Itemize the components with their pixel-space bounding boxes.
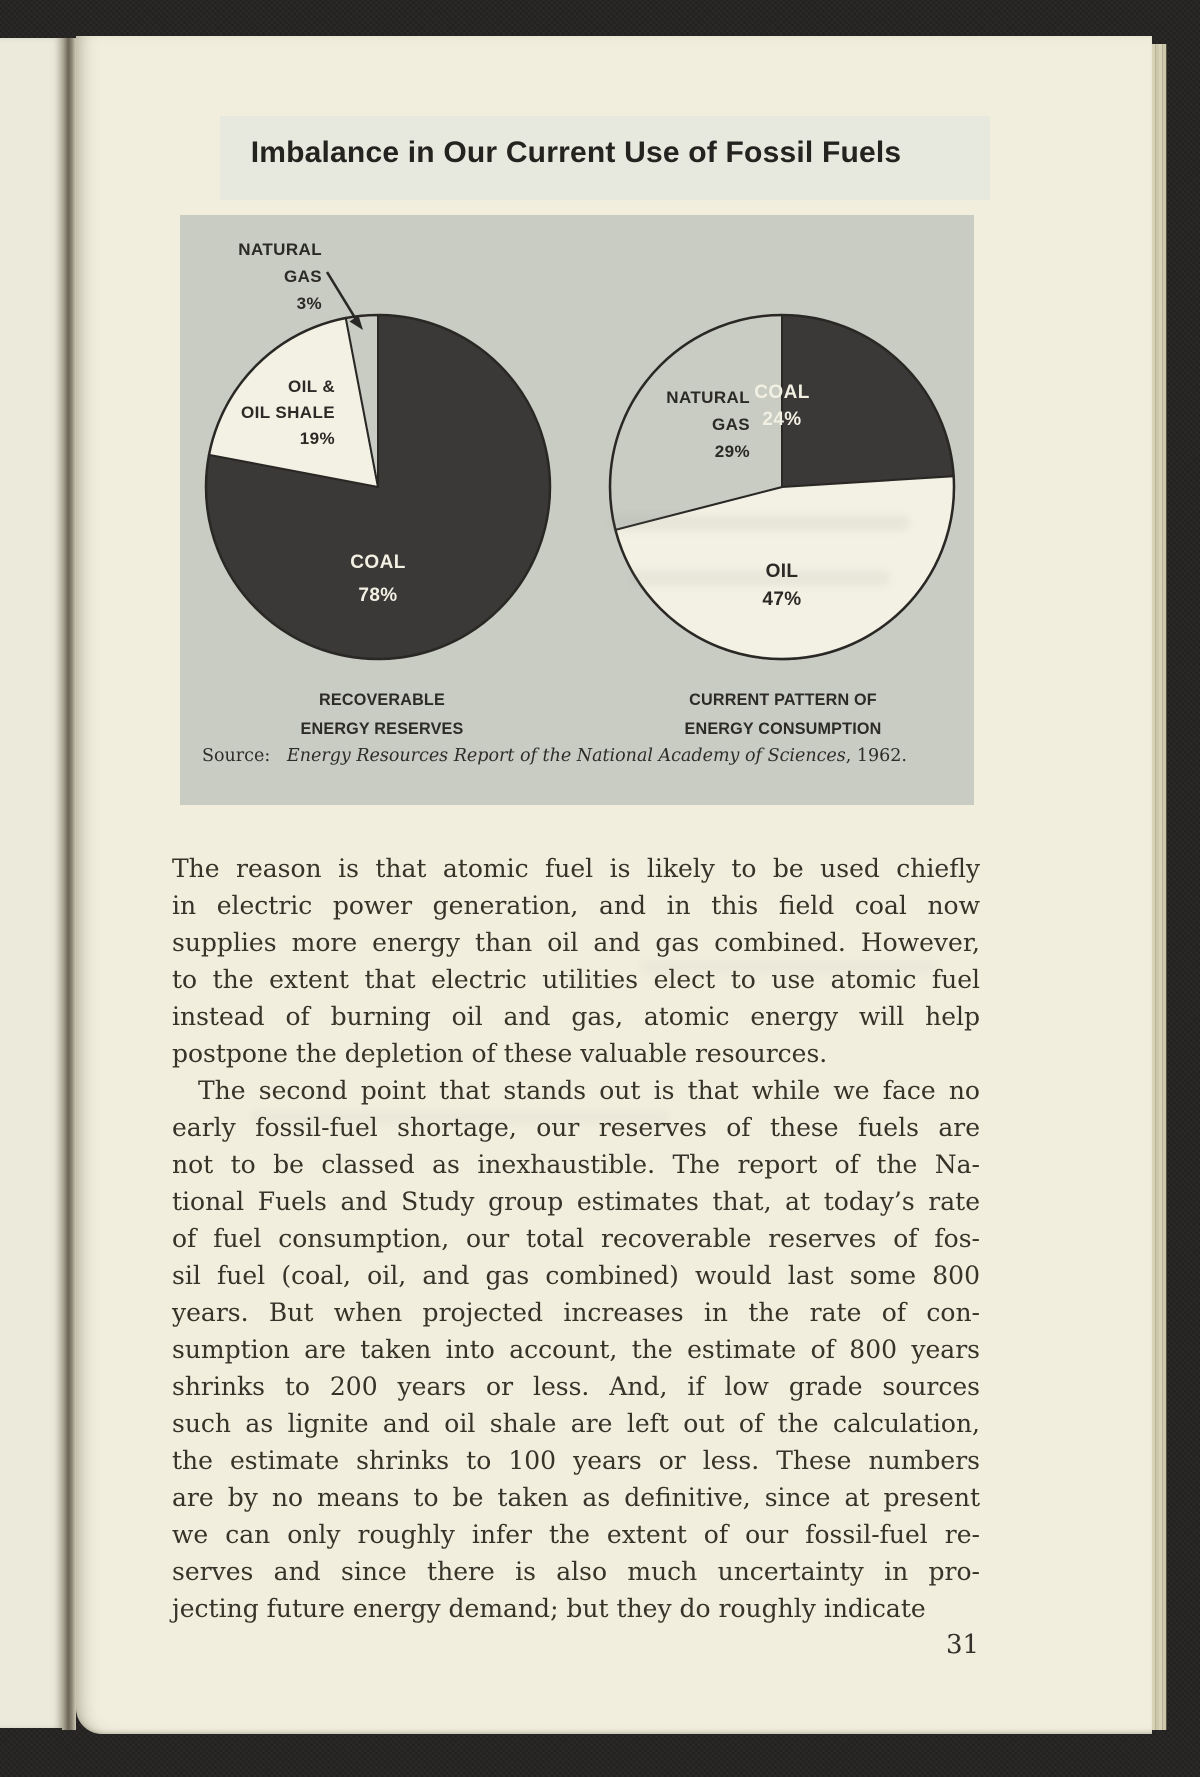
body-line: tional Fuels and Study group estimates that, at today’s rate <box>172 1187 980 1216</box>
source-year: , 1962. <box>845 746 907 766</box>
left-pie-oil-shale-label: OIL & OIL SHALE 19% <box>241 377 335 448</box>
book-gutter <box>62 38 76 1730</box>
page-stack-edge <box>1152 44 1167 1730</box>
body-line: instead of burning oil and gas, atomic energy will help <box>172 1002 980 1031</box>
left-pie-caption: RECOVERABLE ENERGY RESERVES <box>300 690 464 738</box>
figure-panel <box>180 215 974 805</box>
body-line: the estimate shrinks to 100 years or less. These numbers <box>172 1446 980 1475</box>
body-line: early fossil-fuel shortage, our reserves of these fuels are <box>172 1113 980 1142</box>
body-line: are by no means to be taken as definitive, since at present <box>172 1483 980 1512</box>
right-pie-oil-label: OIL 47% <box>762 561 802 610</box>
body-line: sumption are taken into account, the estimate of 800 years <box>172 1335 980 1364</box>
body-line: sil fuel (coal, oil, and gas combined) would last some 800 <box>172 1261 980 1290</box>
body-line: such as lignite and oil shale are left out of the calculation, <box>172 1409 980 1438</box>
body-line: The reason is that atomic fuel is likely to be used chiefly <box>172 854 980 883</box>
body-line: not to be classed as inexhaustible. The report of the Na- <box>172 1150 980 1179</box>
right-pie-caption: CURRENT PATTERN OF ENERGY CONSUMPTION <box>684 690 882 738</box>
figure-title: Imbalance in Our Current Use of Fossil Fuels <box>250 136 902 169</box>
right-pie-coal-label: COAL 24% <box>754 382 810 430</box>
body-line: in electric power generation, and in this field coal now <box>172 891 980 920</box>
body-text <box>172 850 980 1627</box>
page-number: 31 <box>946 1630 980 1660</box>
source-citation: Energy Resources Report of the National Academy of Sciences <box>286 746 846 766</box>
body-line: supplies more energy than oil and gas combined. However, <box>172 928 980 957</box>
left-pie-coal-label: COAL 78% <box>350 552 406 606</box>
figure-source <box>202 746 962 766</box>
body-line: years. But when projected increases in the rate of con- <box>172 1298 980 1327</box>
body-line: serves and since there is also much uncertainty in pro- <box>172 1557 980 1586</box>
source-prefix: Source: <box>202 746 271 766</box>
show-through-smudge <box>610 515 910 531</box>
body-line: jecting future energy demand; but they do roughly indicate <box>172 1594 926 1623</box>
body-line: shrinks to 200 years or less. And, if low grade sources <box>172 1372 980 1401</box>
body-line: of fuel consumption, our total recoverable reserves of fos- <box>172 1224 980 1253</box>
right-pie-natural-gas-label: NATURAL GAS 29% <box>666 388 750 461</box>
left-pie-natural-gas-label: NATURAL GAS 3% <box>238 240 322 313</box>
body-line: The second point that stands out is that while we face no <box>198 1076 980 1105</box>
facing-page-edge <box>0 38 62 1728</box>
body-line: we can only roughly infer the extent of our fossil-fuel re- <box>172 1520 980 1549</box>
body-line: to the extent that electric utilities elect to use atomic fuel <box>172 965 980 994</box>
body-line: postpone the depletion of these valuable resources. <box>172 1039 828 1068</box>
